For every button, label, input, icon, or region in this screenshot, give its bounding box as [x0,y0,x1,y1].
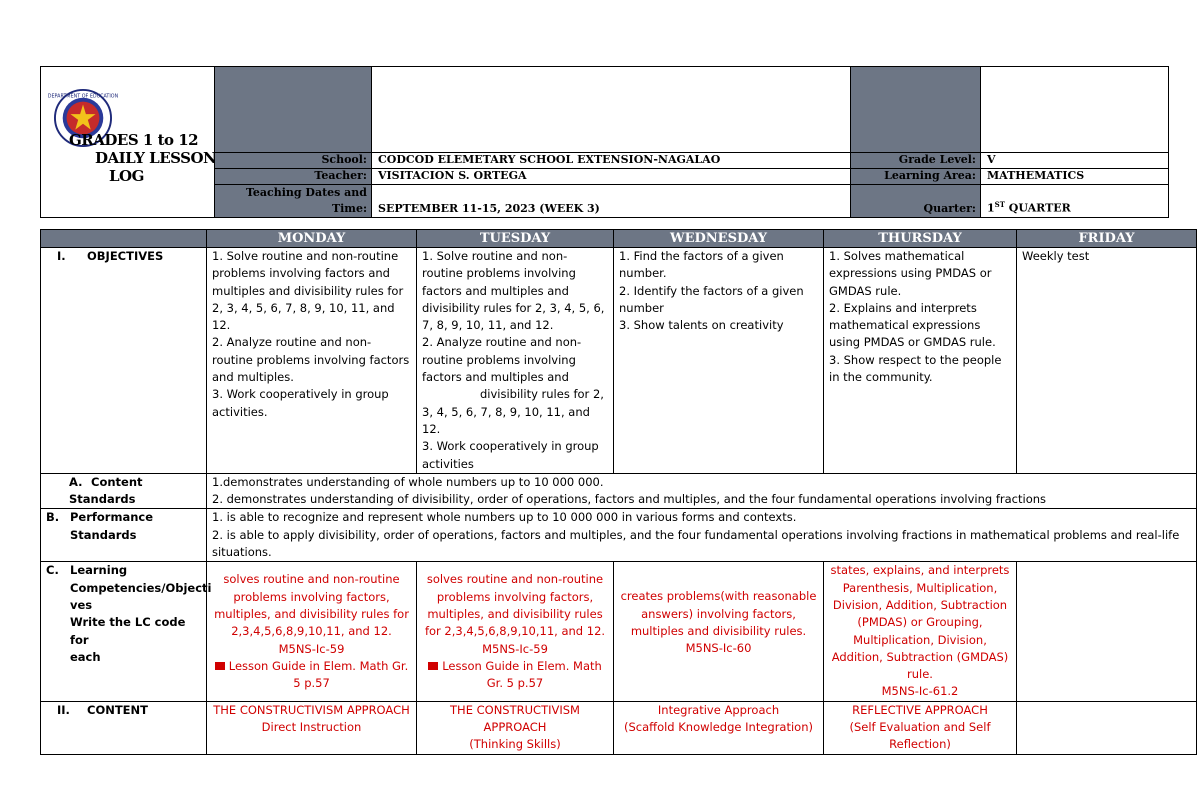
teaching-dates-value: SEPTEMBER 11-15, 2023 (WEEK 3) [372,185,851,218]
approach-detail: Direct Instruction [261,720,362,735]
approach-detail: (Scaffold Knowledge Integration) [624,720,813,735]
performance-standard-line: 2. is able to apply divisibility, order of operations, factors and multiples, and the four fundamental operations involving fractions in mathematical problems and real-life situations. [212,527,1180,560]
competencies-label [41,562,212,701]
competencies-num: C. [46,563,59,578]
day-header-thursday: THURSDAY [824,230,1017,248]
performance-standard-line: 1. is able to recognize and represent whole numbers up to 10 000 000 in various forms and contexts. [212,510,797,525]
competencies-tuesday [417,562,614,701]
blank-gray-cell [215,67,372,153]
grade-level-label: Grade Level: [851,153,981,169]
competency-text: solves routine and non-routine problems involving factors, multiples, and divisibility rules for 2,3,4,5,6,8,9,10,11, and 12. [424,572,606,639]
objective-item: 3. Show talents on creativity [619,318,784,333]
competencies-thursday [824,562,1017,701]
day-header-tuesday: TUESDAY [417,230,614,248]
performance-standards-text-1: Performance [70,510,154,525]
objective-item: 3. Work cooperatively in group activities. [212,387,389,419]
title-line-1: GRADES 1 to 12 [69,131,199,149]
school-value: CODCOD ELEMETARY SCHOOL EXTENSION-NAGALAO [372,153,851,169]
dll-title [69,131,216,185]
objective-item: 1. Find the factors of a given number. [619,249,784,281]
content-label [41,701,207,754]
book-icon [215,662,225,670]
lc-code: M5NS-Ic-60 [685,641,752,656]
objective-item: 3. Work cooperatively in group activities [422,439,599,471]
competency-text: states, explains, and interprets Parenthesis, Multiplication, Division, Addition, Subtraction (PMDAS) or Grouping, Multiplication, Division, Addition, Subtraction (GMDAS) rule. [830,563,1010,682]
competencies-text-5: each [70,649,101,664]
approach-detail: (Thinking Skills) [469,737,561,752]
lesson-reference-text: Lesson Guide in Elem. Math Gr. 5 p.57 [442,658,602,691]
content-wednesday [614,701,824,754]
objective-item: 1. Solves mathematical expressions using PMDAS or GMDAS rule. [829,249,992,298]
day-header-friday: FRIDAY [1017,230,1197,248]
performance-standards-label [41,509,207,562]
blank-cell [372,67,851,153]
content-standards-num: A. [69,474,83,489]
objective-item: 2. Analyze routine and non-routine problems involving factors and multiples and [422,335,582,385]
content-friday [1017,701,1197,754]
competencies-wednesday [614,562,824,701]
competencies-text-3: ves [70,597,93,612]
day-header-wednesday: WEDNESDAY [614,230,824,248]
objective-item: 1. Solve routine and non-routine problems involving factors and multiples and divisibility rules for 2, 3, 4, 5, 6, 7, 8, 9, 10, 11, and 12. [212,249,404,333]
quarter-value [981,185,1169,218]
teaching-dates-label-1: Teaching Dates and [245,186,367,199]
teaching-dates-label-2: Time: [331,202,367,215]
competencies-text-2: Competencies/Objecti [70,580,212,595]
logo-title-cell [41,67,215,218]
teaching-dates-label [215,185,372,218]
quarter-text: QUARTER [1004,202,1071,215]
content-text: CONTENT [87,702,149,717]
content-standard-line: 1.demonstrates understanding of whole numbers up to 10 000 000. [212,474,604,489]
lesson-reference-text: Lesson Guide in Elem. Math Gr. 5 p.57 [228,658,409,691]
approach-detail: (Self Evaluation and Self Reflection) [849,720,991,752]
objective-item: 3. Show respect to the people in the community. [829,352,1002,385]
day-header-monday: MONDAY [207,230,417,248]
competencies-monday [207,562,417,701]
competency-text: creates problems(with reasonable answers) involving factors, multiples and divisibility rules. [620,589,817,638]
lesson-table [40,229,1197,755]
blank-cell [981,67,1169,153]
quarter-label: Quarter: [851,185,981,218]
title-line-3: LOG [109,167,144,185]
day-header-blank [41,230,207,248]
teacher-value: VISITACION S. ORTEGA [372,169,851,185]
approach-name: THE CONSTRUCTIVISM APPROACH [450,702,580,735]
book-icon [428,662,438,670]
objectives-label [41,248,207,474]
objective-item: 2. Analyze routine and non-routine problems involving factors and multiples. [212,335,410,385]
blank-gray-cell [851,67,981,153]
approach-name: Integrative Approach [657,702,780,717]
objective-item: divisibility rules for 2, 3, 4, 5, 6, 7, 8, 9, 10, 11, and 12. [422,387,604,436]
objectives-thursday [824,248,1017,474]
seal-text: DEPARTMENT OF EDUCATION [47,94,119,100]
objectives-tuesday [417,248,614,474]
content-standards-label [41,473,207,509]
content-standards-text: Content Standards [69,474,143,507]
teacher-label: Teacher: [215,169,372,185]
lc-code: M5NS-Ic-61.2 [881,684,959,699]
objectives-text: OBJECTIVES [87,249,164,263]
content-standard-line: 2. demonstrates understanding of divisibility, order of operations, factors and multiples, and the four fundamental operations involving fractions [212,492,1047,507]
lc-code: M5NS-Ic-59 [482,641,548,656]
objectives-wednesday [614,248,824,474]
performance-standards-value [207,509,1197,562]
lc-code: M5NS-Ic-59 [278,641,345,656]
school-label: School: [215,153,372,169]
competency-text: solves routine and non-routine problems involving factors, multiples, and divisibility rules for 2,3,4,5,6,8,9,10,11, and 12. [214,572,409,639]
approach-name: REFLECTIVE APPROACH [852,702,988,717]
header-table [40,66,1169,218]
learning-area-label: Learning Area: [851,169,981,185]
competencies-friday [1017,562,1197,701]
content-thursday [824,701,1017,754]
performance-standards-text-2: Standards [70,527,137,542]
quarter-number: 1 [987,202,995,215]
objectives-monday [207,248,417,474]
title-line-2: DAILY LESSON [95,149,217,167]
lesson-reference [422,658,608,693]
performance-standards-num: B. [46,510,60,525]
objective-item: 2. Identify the factors of a given number [619,283,804,315]
quarter-suffix: ST [994,200,1005,210]
competencies-text-4: Write the LC code for [70,615,186,647]
lesson-reference [212,658,411,693]
approach-name: THE CONSTRUCTIVISM APPROACH [213,702,410,717]
content-tuesday [417,701,614,754]
objective-item: 1. Solve routine and non-routine problems involving factors and multiples and divisibility rules for 2, 3, 4, 5, 6, 7, 8, 9, 10, 11, and 12. [422,249,605,333]
learning-area-value: MATHEMATICS [981,169,1169,185]
objective-item: 2. Explains and interprets mathematical expressions using PMDAS or GMDAS rule. [829,300,996,350]
competencies-text-1: Learning [70,563,128,578]
objectives-num: I. [57,249,66,263]
content-monday [207,701,417,754]
content-num: II. [57,702,70,717]
grade-level-value: V [981,153,1169,169]
objectives-friday: Weekly test [1017,248,1197,474]
content-standards-value [207,473,1197,509]
